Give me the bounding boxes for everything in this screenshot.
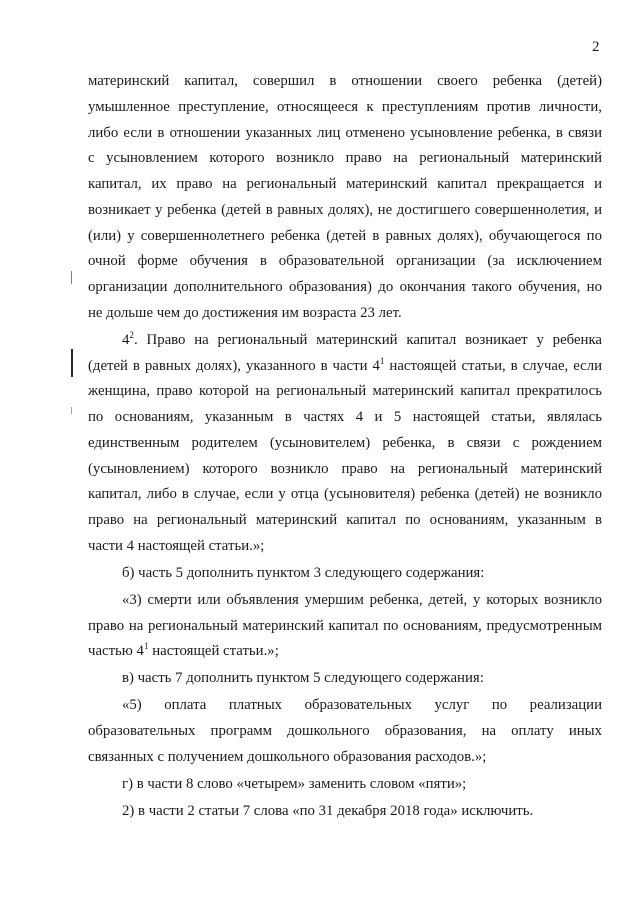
superscript: 1 [143, 641, 149, 652]
text-segment: 2) в части 2 статьи 7 слова «по 31 декабря 2018 года» исключить. [122, 803, 534, 820]
text-segment: связанных с получением дошкольного образования расходов.»; [88, 748, 487, 765]
paragraph [88, 772, 602, 798]
text-segment: по основаниям, указанным в частях 4 и 5 настоящей статьи, являлась [88, 409, 602, 426]
text-segment: организации дополнительного образования) до окончания такого обучения, но [88, 279, 602, 295]
text-segment: очной форме обучения в образовательной организации (за исключением [88, 253, 602, 270]
text-segment: настоящей статьи.»; [148, 643, 279, 660]
text-segment: возникает у ребенка (детей в равных долях), не достигшего совершеннолетия, и [88, 201, 602, 218]
text-segment: части 4 настоящей статьи.»; [88, 537, 265, 554]
text-line [88, 198, 602, 224]
text-line [88, 508, 602, 534]
text-line [88, 69, 602, 95]
paragraph [88, 561, 602, 587]
text-segment: 4 [122, 331, 130, 348]
superscript: 1 [379, 355, 385, 366]
text-segment: (детей в равных долях), указанного в части 4 [88, 357, 380, 374]
text-line [88, 431, 602, 457]
text-line [88, 614, 602, 640]
text-segment: (усыновлением) которого возникло право на региональный материнский [88, 460, 602, 477]
text-line [88, 275, 602, 301]
text-line [88, 146, 602, 172]
text-line [88, 772, 602, 798]
text-segment: умышленное преступление, относящееся к преступлениям против личности, [88, 98, 602, 115]
text-segment: женщина, право которой на региональный материнский капитал прекратилось [88, 383, 602, 400]
superscript: 2 [129, 329, 134, 340]
text-line [88, 745, 602, 771]
margin-mark [71, 349, 73, 377]
text-segment: г) в части 8 слово «четырем» заменить словом «пяти»; [122, 776, 467, 793]
page-number: 2 [592, 39, 600, 55]
text-line [88, 224, 602, 250]
text-line [88, 379, 602, 405]
text-line [88, 719, 602, 745]
text-segment: (или) у совершеннолетнего ребенка (детей в равных долях), обучающегося по [88, 227, 602, 244]
paragraph [88, 693, 602, 770]
text-line [88, 561, 602, 587]
margin-mark [71, 407, 72, 414]
text-line [88, 95, 602, 121]
text-segment: в) часть 7 дополнить пунктом 5 следующего содержания: [122, 670, 484, 687]
paragraph [88, 588, 602, 665]
text-segment: не дольше чем до достижения им возраста 23 лет. [88, 304, 402, 321]
text-line [88, 405, 602, 431]
text-segment: материнский капитал, совершил в отношении своего ребенка (детей) [88, 73, 602, 89]
text-line [88, 328, 602, 354]
text-segment: «5) оплата платных образовательных услуг по реализации [122, 697, 602, 714]
text-line [88, 693, 602, 719]
text-segment: право на региональный материнский капитал по основаниям, указанным в [88, 512, 602, 529]
text-line [88, 172, 602, 198]
text-line [88, 121, 602, 147]
text-line [88, 249, 602, 275]
text-line [88, 354, 602, 380]
paragraph [88, 328, 602, 560]
text-line [88, 301, 602, 327]
text-line [88, 534, 602, 560]
text-line [88, 666, 602, 692]
text-segment: право на региональный материнский капитал по основаниям, предусмотренным [88, 617, 602, 634]
text-segment: образовательных программ дошкольного образования, на оплату иных [88, 723, 602, 740]
text-line [88, 639, 602, 665]
text-segment: б) часть 5 дополнить пунктом 3 следующего содержания: [122, 564, 485, 581]
text-segment: единственным родителем (усыновителем) ребенка, в связи с рождением [88, 434, 602, 451]
paragraph [88, 69, 602, 327]
paragraph [88, 799, 602, 825]
margin-mark [71, 271, 72, 284]
text-segment: «3) смерти или объявления умершим ребенка, детей, у которых возникло [122, 591, 602, 608]
text-segment: . Право на региональный материнский капитал возникает у ребенка [133, 331, 602, 348]
text-segment: капитал, их право на региональный материнский капитал прекращается и [88, 176, 602, 192]
text-segment: настоящей статьи, в случае, если [384, 357, 603, 374]
text-segment: с усыновлением которого возникло право на региональный материнский [88, 150, 602, 167]
text-line [88, 799, 602, 825]
text-segment: либо если в отношении указанных лиц отменено усыновление ребенка, в связи [88, 124, 602, 141]
paragraph [88, 666, 602, 692]
text-line [88, 482, 602, 508]
text-line [88, 588, 602, 614]
text-segment: частью 4 [88, 643, 144, 660]
text-segment: капитал, либо в случае, если у отца (усыновителя) ребенка (детей) не возникло [88, 486, 602, 503]
document-body [88, 69, 602, 825]
text-line [88, 457, 602, 483]
